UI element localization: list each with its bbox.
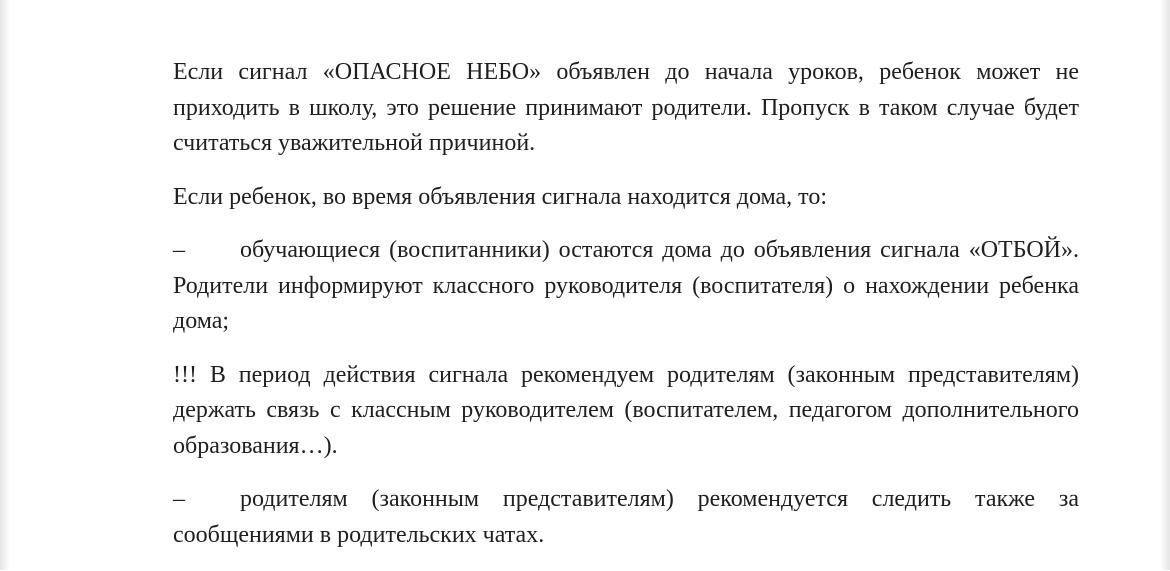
list-item-text: обучающиеся (воспитанники) остаются дома до объявления сигнала «ОТБОЙ». Родители информируют классного руководителя (воспитателя) о нахождении ребенка дома; bbox=[173, 237, 1079, 334]
page-edge-left bbox=[0, 0, 10, 570]
dash-marker: – bbox=[173, 486, 185, 512]
paragraph-danger-sky-before-lessons: Если сигнал «ОПАСНОЕ НЕБО» объявлен до начала уроков, ребенок может не приходить в школу, это решение принимают родители. Пропуск в таком случае будет считаться уважительной причиной. bbox=[173, 59, 1079, 156]
list-item-text: родителям (законным представителям) рекомендуется следить также за сообщениями в родительских чатах. bbox=[173, 486, 1079, 548]
list-item-stay-home bbox=[173, 233, 1079, 340]
paragraph-child-at-home: Если ребенок, во время объявления сигнала находится дома, то: bbox=[173, 183, 828, 210]
dash-marker: – bbox=[173, 237, 185, 263]
document-body bbox=[173, 55, 1079, 571]
page-edge-right bbox=[1160, 0, 1170, 570]
list-item-parent-chats bbox=[173, 482, 1079, 553]
paragraph-keep-contact: !!! В период действия сигнала рекомендуем родителям (законным представителям) держать связь с классным руководителем (воспитателем, педагогом дополнительного образования…). bbox=[173, 361, 1079, 459]
